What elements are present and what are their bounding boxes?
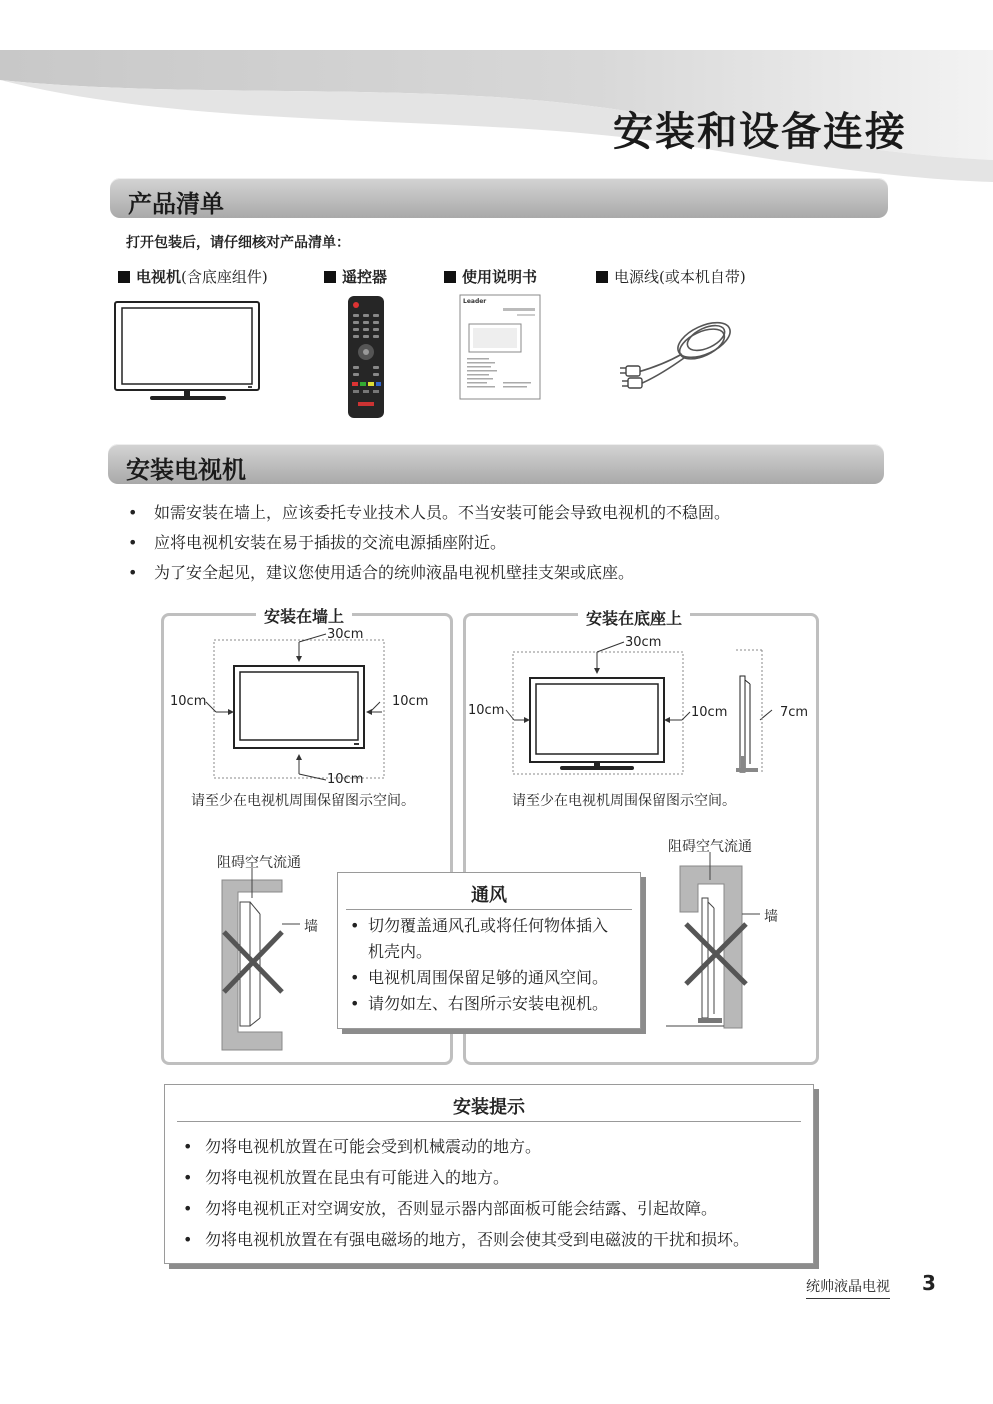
list-item: • 请勿如左、右图所示安装电视机。 [348,991,608,1017]
section-title: 安装电视机 [126,456,246,484]
wall-blocked-diagram [212,868,322,1054]
divider [346,909,632,910]
item-label-power-cord: 电源线(或本机自带) [596,266,746,287]
stand-blocked-label: 阻碍空气流通 [668,839,752,855]
stand-right-clearance: 10cm [691,705,728,720]
wall-panel-title: 安装在墙上 [256,604,352,627]
wall-blocked-label: 阻碍空气流通 [217,855,301,871]
divider [177,1121,801,1122]
wall-right-clearance: 10cm [392,694,429,709]
tips-title: 安装提示 [453,1097,525,1118]
item-label-manual: 使用说明书 [444,266,537,287]
ventilation-list [348,913,608,1017]
ventilation-title: 通风 [471,885,507,906]
wall-bottom-clearance: 10cm [327,772,364,787]
page-number: 3 [922,1271,936,1295]
remote-illustration [344,294,388,420]
square-bullet-icon [596,271,608,283]
stand-top-clearance: 30cm [625,635,662,650]
power-cord-illustration [618,318,738,394]
list-item: • 勿将电视机放置在昆虫有可能进入的地方。 [181,1162,749,1193]
square-bullet-icon [324,271,336,283]
tips-list [181,1131,749,1255]
section-title: 产品清单 [128,190,224,218]
page-title: 安装和设备连接 [613,109,907,155]
stand-left-clearance: 10cm [468,703,505,718]
list-item: • 勿将电视机放置在有强电磁场的地方，否则会使其受到电磁波的干扰和损坏。 [181,1224,749,1255]
stand-clearance-note: 请至少在电视机周围保留图示空间。 [512,793,736,809]
list-item: • 应将电视机安装在易于插拔的交流电源插座附近。 [128,528,730,558]
list-item: • 勿将电视机正对空调安放，否则显示器内部面板可能会结露、引起故障。 [181,1193,749,1224]
stand-blocked-diagram [662,852,772,1032]
list-item: • 切勿覆盖通风孔或将任何物体插入 [348,913,608,939]
stand-clearance-diagram [470,636,810,782]
install-tips-box [164,1084,814,1264]
ventilation-box [337,872,641,1029]
stand-back-clearance: 7cm [780,705,809,720]
item-label-tv: 电视机(含底座组件) [118,266,268,287]
list-item-continuation: 机壳内。 [368,942,433,961]
section-bar-product-list [110,178,888,218]
wall-clearance-note: 请至少在电视机周围保留图示空间。 [191,793,415,809]
install-bullets [128,498,730,588]
square-bullet-icon [444,271,456,283]
wall-top-clearance: 30cm [327,627,364,642]
manual-illustration [459,294,541,400]
tv-illustration [112,298,264,404]
wall-label-right: 墙 [764,909,778,925]
list-item: • 为了安全起见，建议您使用适合的统帅液晶电视机壁挂支架或底座。 [128,558,730,588]
section-bar-install-tv [108,444,884,484]
square-bullet-icon [118,271,130,283]
manual-brand: Leader [463,298,487,305]
wall-label-left: 墙 [304,919,318,935]
list-item: • 勿将电视机放置在可能会受到机械震动的地方。 [181,1131,749,1162]
item-label-remote: 遥控器 [324,266,387,287]
wall-left-clearance: 10cm [170,694,207,709]
list-item: • 如需安装在墙上，应该委托专业技术人员。不当安装可能会导致电视机的不稳固。 [128,498,730,528]
footer-brand: 统帅液晶电视 [806,1276,890,1299]
stand-panel-title: 安装在底座上 [578,606,690,629]
product-list-intro: 打开包装后，请仔细核对产品清单： [126,235,350,251]
list-item: • 电视机周围保留足够的通风空间。 [348,965,608,991]
